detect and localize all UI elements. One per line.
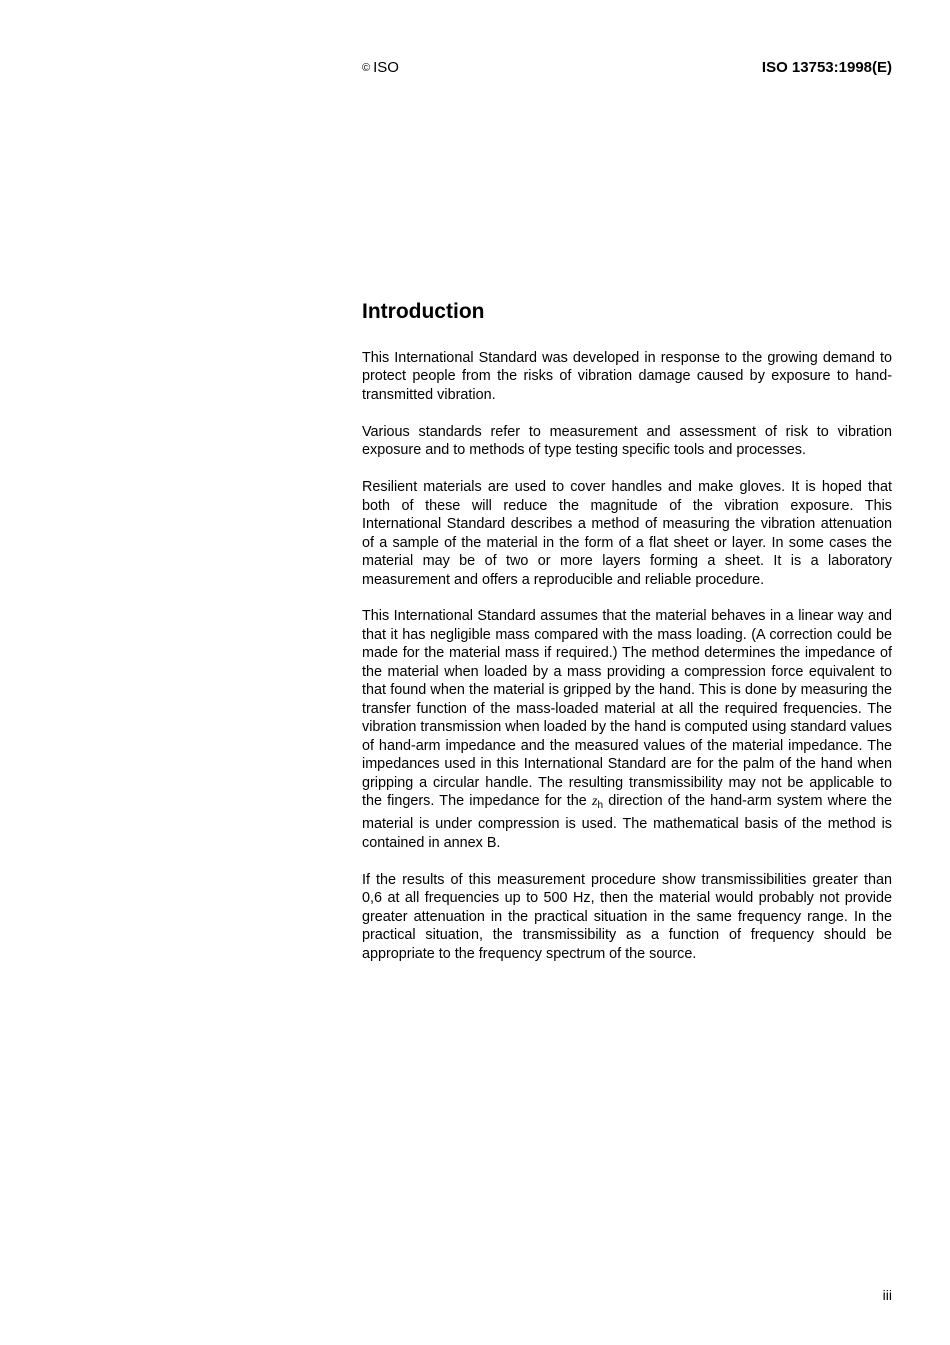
page-title: Introduction: [362, 300, 485, 323]
paragraph-1: This International Standard was developed in response to the growing demand to protect people from the risks of vibration damage caused by exposure to hand-transmitted vibration.: [362, 350, 892, 403]
header-document-id: ISO 13753:1998(E): [761, 59, 892, 76]
paragraph-4-before: This International Standard assumes that the material behaves in a linear way and that it has negligible mass compared with the mass loading. (A correction could be made for the material mass if required.) The method determines the impedance of the material when loaded by a mass providing a compression force equivalent to that found when the material is gripped by the hand. This is done by measuring the transfer function of the mass-loaded material at all the required frequencies. The vibration transmission when loaded by the hand is computed using standard values of hand-arm impedance and the measured values of the material impedance. The impedances used in this International Standard are for the palm of the hand when gripping a circular handle. The resulting transmissibility may not be applicable to the fingers. The impedance for the: [362, 608, 892, 810]
paragraph-2: Various standards refer to measurement and assessment of risk to vibration exposure and to methods of type testing specific tools and processes.: [362, 423, 892, 459]
paragraph-3: Resilient materials are used to cover handles and make gloves. It is hoped that both of these will reduce the magnitude of the vibration exposure. This International Standard describes a method of measuring the vibration attenuation of a sample of the material in the form of a flat sheet or layer. In some cases the material may be of two or more layers forming a sheet. It is a laboratory measurement and offers a reproducible and reliable procedure.: [362, 479, 892, 588]
header-organization: ISO: [373, 59, 399, 76]
zh-symbol-letter: z: [592, 794, 598, 810]
copyright-symbol: ©: [362, 62, 371, 74]
zh-symbol-subscript: h: [597, 800, 604, 812]
introduction-body: [362, 349, 892, 982]
paragraph-4-after: direction of the hand-arm system where the material is under compression is used. The mathematical basis of the method is contained in annex B.: [362, 793, 893, 851]
paragraph-5: If the results of this measurement procedure show transmissibilities greater than 0,6 at all frequencies up to 500 Hz, then the material would probably not provide greater attenuation in the practical situation in the same frequency range. In the practical situation, the transmissibility as a function of frequency should be appropriate to the frequency spectrum of the source.: [362, 871, 892, 962]
paragraph-4: [362, 607, 892, 852]
zh-direction-symbol: [592, 794, 604, 812]
header-copyright: [362, 59, 399, 78]
page-number: iii: [882, 1287, 892, 1303]
